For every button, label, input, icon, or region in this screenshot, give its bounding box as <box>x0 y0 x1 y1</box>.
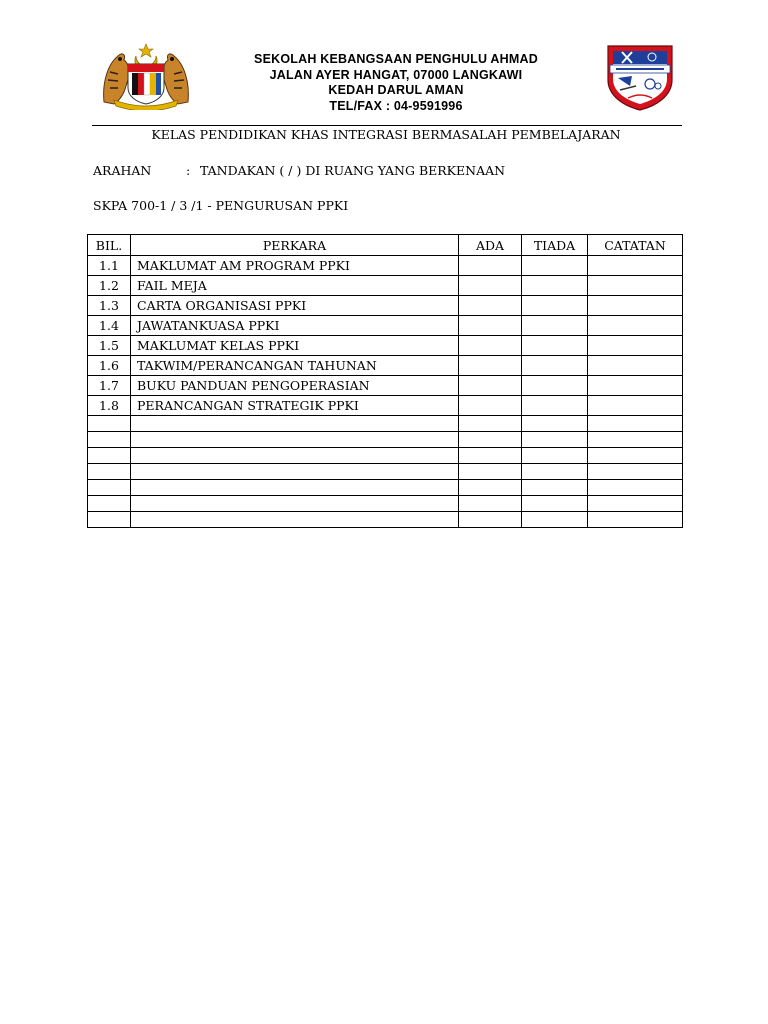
ada-cell[interactable] <box>459 276 522 296</box>
instruction-line <box>93 163 505 178</box>
catatan-cell[interactable] <box>588 276 683 296</box>
blank-cell[interactable] <box>88 480 131 496</box>
blank-cell[interactable] <box>588 480 683 496</box>
instruction-text: TANDAKAN ( / ) DI RUANG YANG BERKENAAN <box>200 163 506 178</box>
blank-cell[interactable] <box>522 448 588 464</box>
blank-cell[interactable] <box>588 512 683 528</box>
row-number: 1.3 <box>88 296 131 316</box>
blank-table-row <box>88 416 683 432</box>
row-item: FAIL MEJA <box>131 276 459 296</box>
header-bil: BIL. <box>88 235 131 256</box>
blank-cell[interactable] <box>588 448 683 464</box>
table-row <box>88 336 683 356</box>
ada-cell[interactable] <box>459 336 522 356</box>
row-number: 1.1 <box>88 256 131 276</box>
header-divider <box>92 125 682 126</box>
blank-cell[interactable] <box>459 416 522 432</box>
blank-cell[interactable] <box>131 432 459 448</box>
kedah-state-crest-icon <box>100 42 192 110</box>
blank-cell[interactable] <box>522 416 588 432</box>
tiada-cell[interactable] <box>522 376 588 396</box>
ada-cell[interactable] <box>459 296 522 316</box>
catatan-cell[interactable] <box>588 376 683 396</box>
tiada-cell[interactable] <box>522 336 588 356</box>
school-state: KEDAH DARUL AMAN <box>328 83 464 97</box>
row-item: PERANCANGAN STRATEGIK PPKI <box>131 396 459 416</box>
row-item: TAKWIM/PERANCANGAN TAHUNAN <box>131 356 459 376</box>
instruction-colon: : <box>186 163 191 178</box>
row-number: 1.7 <box>88 376 131 396</box>
blank-cell[interactable] <box>459 512 522 528</box>
catatan-cell[interactable] <box>588 296 683 316</box>
table-row <box>88 296 683 316</box>
catatan-cell[interactable] <box>588 356 683 376</box>
row-number: 1.5 <box>88 336 131 356</box>
blank-cell[interactable] <box>131 464 459 480</box>
ada-cell[interactable] <box>459 376 522 396</box>
row-item: JAWATANKUASA PPKI <box>131 316 459 336</box>
row-number: 1.8 <box>88 396 131 416</box>
instruction-label: ARAHAN <box>93 163 152 178</box>
blank-cell[interactable] <box>459 432 522 448</box>
table-row <box>88 356 683 376</box>
blank-table-row <box>88 432 683 448</box>
blank-cell[interactable] <box>88 416 131 432</box>
blank-cell[interactable] <box>522 432 588 448</box>
blank-table-row <box>88 512 683 528</box>
table-row <box>88 316 683 336</box>
tiada-cell[interactable] <box>522 316 588 336</box>
catatan-cell[interactable] <box>588 256 683 276</box>
school-address: JALAN AYER HANGAT, 07000 LANGKAWI <box>269 67 523 82</box>
blank-table-row <box>88 448 683 464</box>
table-row <box>88 276 683 296</box>
row-number: 1.6 <box>88 356 131 376</box>
blank-cell[interactable] <box>588 416 683 432</box>
header-perkara: PERKARA <box>131 235 459 256</box>
document-title: KELAS PENDIDIKAN KHAS INTEGRASI BERMASALAH PEMBELAJARAN <box>151 127 621 142</box>
blank-cell[interactable] <box>459 480 522 496</box>
blank-cell[interactable] <box>459 496 522 512</box>
blank-cell[interactable] <box>588 464 683 480</box>
blank-table-row <box>88 464 683 480</box>
school-phone: TEL/FAX : 04-9591996 <box>329 98 463 113</box>
header-catatan: CATATAN <box>588 235 683 256</box>
file-reference: SKPA 700-1 / 3 /1 - PENGURUSAN PPKI <box>93 198 349 213</box>
ada-cell[interactable] <box>459 316 522 336</box>
blank-cell[interactable] <box>522 464 588 480</box>
tiada-cell[interactable] <box>522 296 588 316</box>
table-header-row <box>88 235 683 256</box>
row-item: MAKLUMAT KELAS PPKI <box>131 336 459 356</box>
blank-cell[interactable] <box>131 480 459 496</box>
blank-cell[interactable] <box>88 496 131 512</box>
header-ada: ADA <box>459 235 522 256</box>
blank-cell[interactable] <box>131 496 459 512</box>
tiada-cell[interactable] <box>522 276 588 296</box>
ada-cell[interactable] <box>459 396 522 416</box>
table-row <box>88 396 683 416</box>
row-item: CARTA ORGANISASI PPKI <box>131 296 459 316</box>
tiada-cell[interactable] <box>522 356 588 376</box>
school-crest-icon <box>604 42 676 112</box>
blank-cell[interactable] <box>588 432 683 448</box>
catatan-cell[interactable] <box>588 396 683 416</box>
catatan-cell[interactable] <box>588 336 683 356</box>
blank-cell[interactable] <box>522 480 588 496</box>
tiada-cell[interactable] <box>522 396 588 416</box>
row-number: 1.4 <box>88 316 131 336</box>
school-letterhead <box>200 52 592 114</box>
blank-cell[interactable] <box>588 496 683 512</box>
blank-cell[interactable] <box>459 448 522 464</box>
blank-cell[interactable] <box>522 496 588 512</box>
blank-cell[interactable] <box>131 512 459 528</box>
blank-cell[interactable] <box>522 512 588 528</box>
blank-cell[interactable] <box>131 448 459 464</box>
school-name: SEKOLAH KEBANGSAAN PENGHULU AHMAD <box>254 52 538 66</box>
checklist-table <box>87 234 683 528</box>
blank-cell[interactable] <box>459 464 522 480</box>
row-item: MAKLUMAT AM PROGRAM PPKI <box>131 256 459 276</box>
blank-cell[interactable] <box>88 512 131 528</box>
blank-cell[interactable] <box>88 432 131 448</box>
table-row <box>88 376 683 396</box>
catatan-cell[interactable] <box>588 316 683 336</box>
blank-table-row <box>88 480 683 496</box>
row-item: BUKU PANDUAN PENGOPERASIAN <box>131 376 459 396</box>
header-tiada: TIADA <box>522 235 588 256</box>
blank-cell[interactable] <box>131 416 459 432</box>
blank-cell[interactable] <box>88 448 131 464</box>
row-number: 1.2 <box>88 276 131 296</box>
ada-cell[interactable] <box>459 356 522 376</box>
blank-table-row <box>88 496 683 512</box>
tiada-cell[interactable] <box>522 256 588 276</box>
ada-cell[interactable] <box>459 256 522 276</box>
blank-cell[interactable] <box>88 464 131 480</box>
table-row <box>88 256 683 276</box>
